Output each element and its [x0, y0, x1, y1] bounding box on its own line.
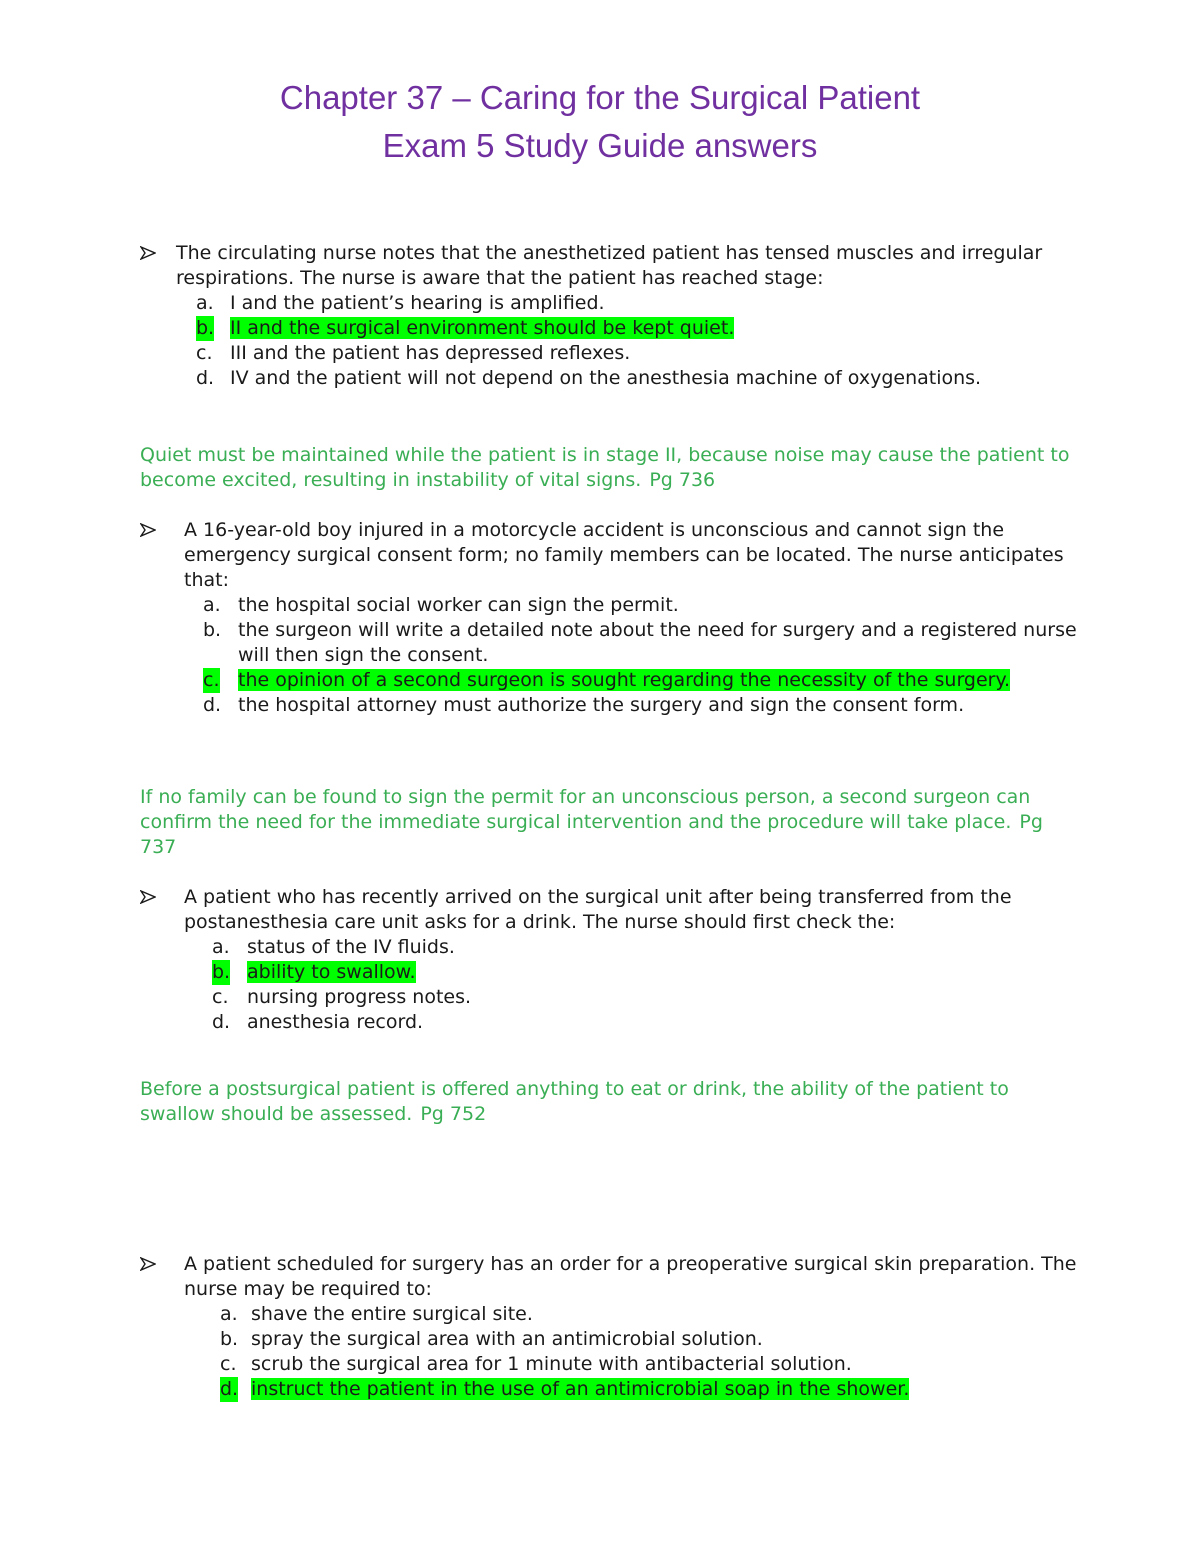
arrow-bullet-icon: [140, 518, 160, 543]
option-c: c. III and the patient has depressed reflexes.: [196, 342, 631, 364]
option-b-correct: b. ability to swallow.: [212, 961, 416, 983]
options-list: [203, 593, 1080, 718]
question-stem: A 16-year-old boy injured in a motorcycle accident is unconscious and cannot sign the emergency surgical consent form; no family members can be located. The nurse anticipates that:: [140, 518, 1080, 593]
option-a: a. the hospital social worker can sign the permit.: [203, 594, 679, 616]
question-stem: The circulating nurse notes that the anesthetized patient has tensed muscles and irregular respirations. The nurse is aware that the patient has reached stage:: [140, 241, 1080, 291]
option-a: a. status of the IV fluids.: [212, 936, 455, 958]
answer-explanation: Before a postsurgical patient is offered anything to eat or drink, the ability of the patient to swallow should be assessed. Pg 752: [140, 1078, 1009, 1125]
question-3: [140, 885, 1080, 1035]
arrow-bullet-icon: [140, 1252, 160, 1277]
question-2: [140, 518, 1080, 718]
question-stem: A patient who has recently arrived on the surgical unit after being transferred from the postanesthesia care unit asks for a drink. The nurse should first check the:: [140, 885, 1080, 935]
option-d-correct: d. instruct the patient in the use of an antimicrobial soap in the shower.: [220, 1378, 910, 1400]
question-stem: A patient scheduled for surgery has an order for a preoperative surgical skin preparation. The nurse may be required to:: [140, 1252, 1080, 1302]
option-a: a. shave the entire surgical site.: [220, 1303, 533, 1325]
page-reference: Pg 752: [420, 1103, 487, 1125]
option-b: b. spray the surgical area with an antimicrobial solution.: [220, 1328, 763, 1350]
page-reference: Pg 737: [140, 811, 1043, 858]
option-b: b. the surgeon will write a detailed note about the need for surgery and a registered nurse will then sign the consent.: [203, 619, 1077, 666]
option-d: d. the hospital attorney must authorize the surgery and sign the consent form.: [203, 694, 965, 716]
page-reference: Pg 736: [649, 469, 716, 491]
document-title: Chapter 37 – Caring for the Surgical Patient: [279, 79, 921, 116]
option-d: d. anesthesia record.: [212, 1011, 424, 1033]
option-c: c. nursing progress notes.: [212, 986, 472, 1008]
option-a: a. I and the patient’s hearing is amplified.: [196, 292, 605, 314]
options-list: [220, 1302, 1080, 1402]
option-c: c. scrub the surgical area for 1 minute with antibacterial solution.: [220, 1353, 852, 1375]
option-b-correct: b. II and the surgical environment should be kept quiet.: [196, 317, 735, 339]
answer-explanation: If no family can be found to sign the permit for an unconscious person, a second surgeon can confirm the need for the immediate surgical intervention and the procedure will take place. Pg 737: [140, 786, 1043, 858]
document-subtitle: Exam 5 Study Guide answers: [382, 127, 818, 164]
options-list: [212, 935, 1080, 1035]
answer-explanation: Quiet must be maintained while the patient is in stage II, because noise may cause the patient to become excited, resulting in instability of vital signs. Pg 736: [140, 444, 1070, 491]
arrow-bullet-icon: [140, 241, 160, 266]
option-d: d. IV and the patient will not depend on the anesthesia machine of oxygenations.: [196, 367, 982, 389]
option-c-correct: c. the opinion of a second surgeon is sought regarding the necessity of the surgery.: [203, 669, 1011, 691]
question-4: [140, 1252, 1080, 1402]
arrow-bullet-icon: [140, 885, 160, 910]
question-1: [140, 241, 1080, 391]
options-list: [196, 291, 1080, 391]
